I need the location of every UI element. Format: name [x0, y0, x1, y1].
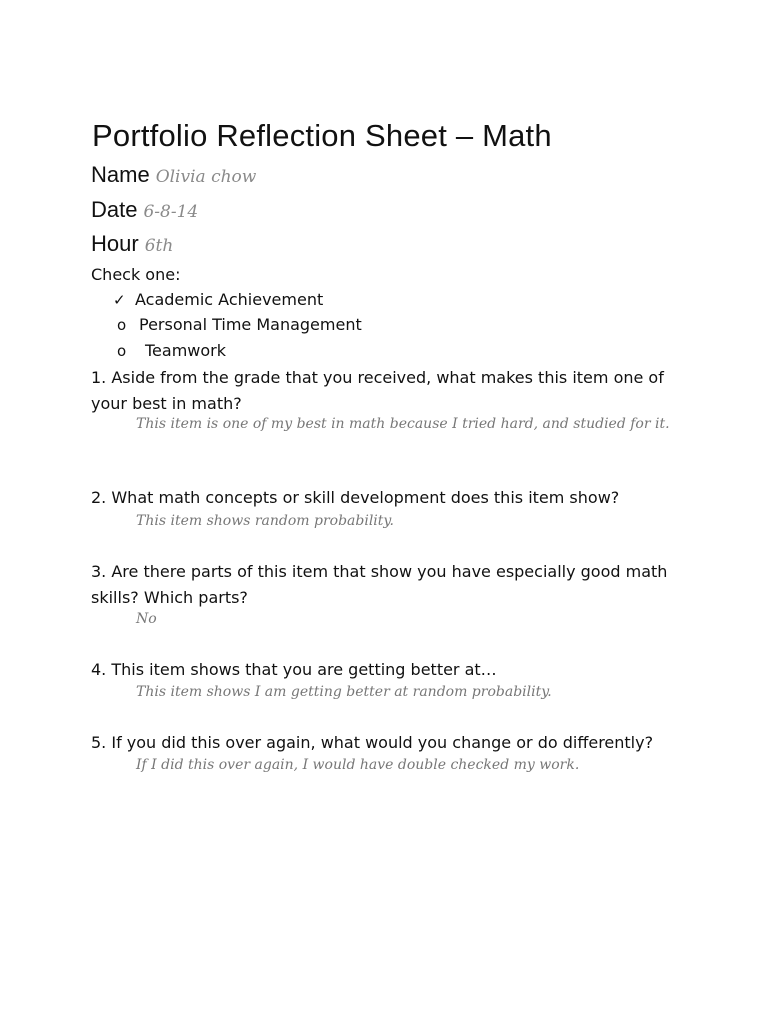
- name-value: Olivia chow: [155, 167, 257, 187]
- checkmark-icon: ✓: [113, 291, 126, 309]
- question-1: 1. Aside from the grade that you received, what makes this item one of your best in math?: [91, 368, 664, 413]
- option-academic-achievement: [113, 290, 323, 309]
- date-field: [91, 197, 198, 223]
- name-field: [91, 162, 256, 188]
- bullet-circle-icon: o: [117, 316, 127, 334]
- answer-3: No: [136, 611, 157, 627]
- question-5: 5. If you did this over again, what would you change or do differently?: [91, 733, 654, 752]
- question-2: 2. What math concepts or skill development does this item show?: [91, 488, 620, 507]
- option-label: Personal Time Management: [139, 315, 362, 334]
- answer-5: If I did this over again, I would have double checked my work.: [136, 757, 580, 773]
- option-label: Academic Achievement: [135, 290, 324, 309]
- hour-field: [91, 231, 173, 257]
- page-title: Portfolio Reflection Sheet – Math: [92, 118, 552, 153]
- hour-label: Hour: [91, 231, 139, 256]
- date-value: 6-8-14: [143, 202, 199, 222]
- option-label: Teamwork: [145, 341, 227, 360]
- hour-value: 6th: [144, 236, 174, 256]
- answer-2: This item shows random probability.: [136, 513, 394, 529]
- answer-1: This item is one of my best in math because I tried hard, and studied for it.: [136, 416, 670, 432]
- question-4: 4. This item shows that you are getting better at…: [91, 660, 497, 679]
- answer-4: This item shows I am getting better at random probability.: [136, 684, 552, 700]
- name-label: Name: [91, 162, 150, 187]
- option-teamwork: [117, 341, 226, 360]
- option-personal-time-management: [117, 315, 362, 334]
- date-label: Date: [91, 197, 138, 222]
- question-3: 3. Are there parts of this item that show you have especially good math skills? Which parts?: [91, 562, 668, 607]
- bullet-circle-icon: o: [117, 342, 127, 360]
- check-one-heading: Check one:: [91, 265, 181, 284]
